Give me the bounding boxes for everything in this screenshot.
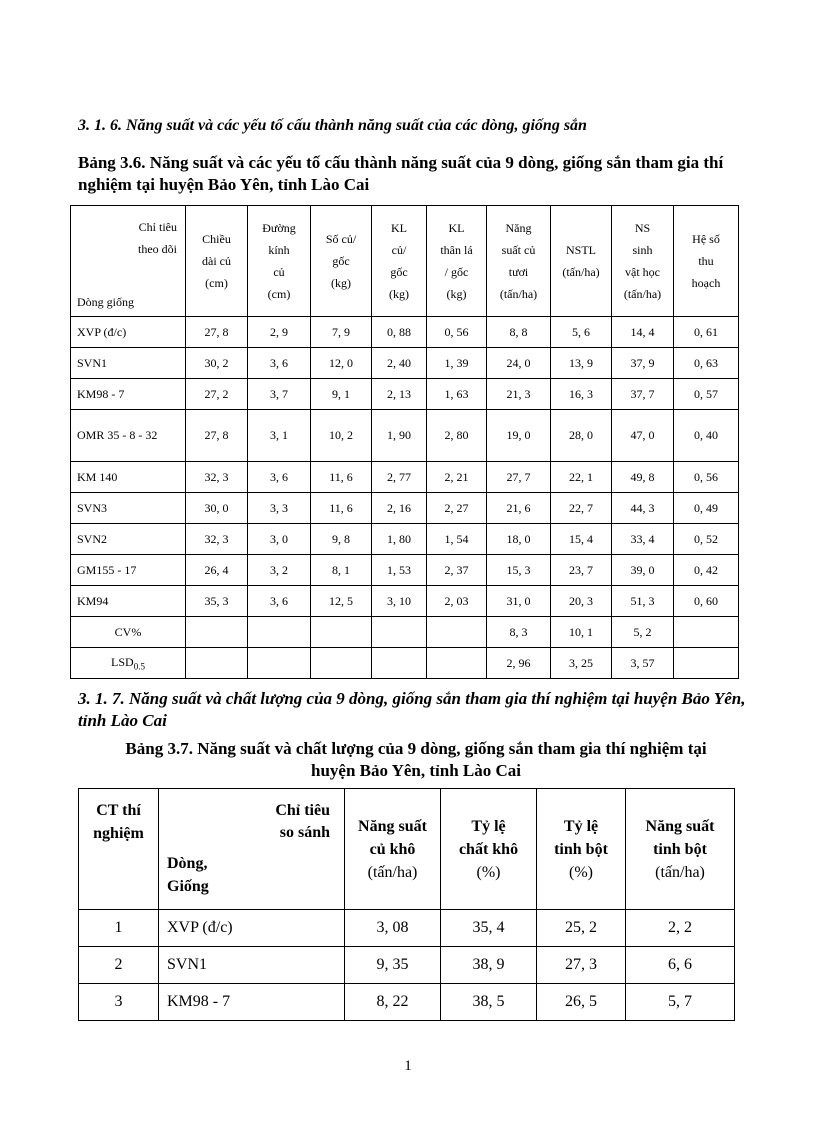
corner-variety-label: Giống [167,878,209,895]
cell-value: 27, 7 [487,462,551,493]
header-line: chất khô [458,840,519,858]
corner-criteria-label: theo dõi [138,242,177,256]
cell-value: 12, 5 [311,586,372,617]
cell-value: 0, 42 [674,555,739,586]
cell-value: 2, 16 [372,493,427,524]
cell-value: 2, 13 [372,379,427,410]
cell-value: 27, 8 [186,317,248,348]
cell-value: 38, 9 [441,947,537,984]
header-line: suất củ [501,243,536,257]
cell-value: 2, 77 [372,462,427,493]
corner-criteria-label: Chỉ tiêu [275,802,330,819]
header-line: sinh [632,243,653,257]
cell-value: 28, 0 [551,410,612,462]
header-line: Chiều [202,232,231,246]
cell-value: 0, 49 [674,493,739,524]
cell-value: 11, 6 [311,462,372,493]
header-row [79,789,735,910]
cell-value: 12, 0 [311,348,372,379]
cell-value: 1, 90 [372,410,427,462]
corner-variety-label: Dòng giống [77,295,134,309]
cv-value: 10, 1 [551,617,612,648]
cell-value: 3, 7 [248,379,311,410]
column-header [487,206,551,317]
section-heading-3-1-6: 3. 1. 6. Năng suất và các yếu tố cấu thành năng suất của các dòng, giống sắn [78,117,587,134]
column-header [427,206,487,317]
cell-value: 0, 60 [674,586,739,617]
cell-value: 8, 1 [311,555,372,586]
corner-variety-label: Dòng, [167,855,208,872]
header-line: KL [448,221,465,235]
caption-line-1: Bảng 3.7. Năng suất và chất lượng của 9 dòng, giống sắn tham gia thí nghiệm tại [125,739,707,758]
cell-value: 0, 52 [674,524,739,555]
table-row [71,317,739,348]
variety-name: OMR 35 - 8 - 32 [71,410,186,462]
ct-number: 3 [79,984,159,1021]
table-row [79,947,735,984]
cell-value: 1, 63 [427,379,487,410]
cell-value: 22, 7 [551,493,612,524]
page-number: 1 [404,1058,412,1074]
variety-name: SVN3 [71,493,186,524]
cell-value: 0, 40 [674,410,739,462]
cell-value: 1, 80 [372,524,427,555]
header-line: NS [634,221,651,235]
cell-value: 3, 08 [345,910,441,947]
corner-criteria-label: Chỉ tiêu [138,220,177,234]
column-header [311,206,372,317]
cell-value: 5, 7 [626,984,735,1021]
cell-value: 3, 3 [248,493,311,524]
cell-value: 32, 3 [186,462,248,493]
cell-value: 3, 10 [372,586,427,617]
cell-value: 11, 6 [311,493,372,524]
header-line: thu [698,254,714,268]
cell-value: 3, 6 [248,586,311,617]
cell-value: 2, 37 [427,555,487,586]
header-line: củ/ [391,243,407,257]
cell-value: 14, 4 [612,317,674,348]
ct-header-line: CT thí [96,802,141,819]
column-header [186,206,248,317]
cell-value: 3, 6 [248,462,311,493]
header-line: củ [273,265,285,279]
cell-value: 2, 2 [626,910,735,947]
header-line: gốc [390,265,408,279]
header-line: Năng suất [645,817,715,835]
cell-value: 24, 0 [487,348,551,379]
header-row [71,206,739,317]
header-corner [159,789,345,910]
cell-value: 27, 2 [186,379,248,410]
cell-value: 15, 3 [487,555,551,586]
cell-value: 27, 8 [186,410,248,462]
cell-value: 23, 7 [551,555,612,586]
header-line: tinh bột [554,840,608,858]
table-3-6-caption: Bảng 3.6. Năng suất và các yếu tố cấu thành năng suất của 9 dòng, giống sắn tham gia thí nghiệm tại huyện Bảo Yên, tỉnh Lào Cai [78,153,724,194]
header-line: (kg) [389,287,409,301]
cell-value: 3, 0 [248,524,311,555]
table-3-6 [70,205,739,679]
cell-value: 9, 35 [345,947,441,984]
cell-value: 35, 3 [186,586,248,617]
cell-value: 2, 21 [427,462,487,493]
lsd-value: 3, 25 [551,648,612,679]
ct-header [79,789,159,910]
column-header [372,206,427,317]
cell-value: 20, 3 [551,586,612,617]
table-row [79,984,735,1021]
cell-value: 3, 1 [248,410,311,462]
cell-value: 1, 39 [427,348,487,379]
header-line: / gốc [444,265,469,279]
table-row [79,910,735,947]
cell-value: 0, 56 [674,462,739,493]
variety-name: XVP (đ/c) [159,910,345,947]
cell-value: 37, 9 [612,348,674,379]
cell-value: 10, 2 [311,410,372,462]
table-3-7-caption [78,738,754,782]
header-line: dài củ [202,254,231,268]
variety-name: KM94 [71,586,186,617]
cell-value: 6, 6 [626,947,735,984]
table-row [71,379,739,410]
section-heading-3-1-7: 3. 1. 7. Năng suất và chất lượng của 9 dòng, giống sắn tham gia thí nghiệm tại huyện Bảo Yên, tỉnh Lào Cai [78,689,746,730]
header-line: Tỷ lệ [471,817,506,835]
header-line: kính [268,243,290,257]
table-row [71,555,739,586]
cell-value: 47, 0 [612,410,674,462]
variety-name: SVN1 [159,947,345,984]
header-line: NSTL [566,243,596,257]
header-line: Năng suất [358,817,427,835]
cell-value: 22, 1 [551,462,612,493]
variety-name: GM155 - 17 [71,555,186,586]
cell-value: 27, 3 [537,947,626,984]
header-line: (kg) [446,287,467,301]
header-line: (tấn/ha) [623,287,662,301]
header-line: gốc [332,254,350,268]
table-row [71,410,739,462]
variety-name: XVP (đ/c) [71,317,186,348]
ct-header-line: nghiệm [93,825,144,842]
cell-value: 0, 63 [674,348,739,379]
header-line: (tấn/ha) [655,863,705,881]
variety-name: KM 140 [71,462,186,493]
variety-name: KM98 - 7 [71,379,186,410]
header-line: Tỷ lệ [563,817,599,835]
cell-value: 0, 56 [427,317,487,348]
header-line: Đường [262,221,296,235]
lsd-value: 2, 96 [487,648,551,679]
cell-value: 3, 6 [248,348,311,379]
header-line: (cm) [205,276,228,290]
cell-value: 26, 5 [537,984,626,1021]
table-row [71,462,739,493]
cell-value: 25, 2 [537,910,626,947]
cell-value: 7, 9 [311,317,372,348]
cell-value: 3, 2 [248,555,311,586]
cell-value: 2, 27 [427,493,487,524]
cell-value: 8, 8 [487,317,551,348]
cell-value: 32, 3 [186,524,248,555]
header-line: tươi [508,265,529,279]
cell-value: 5, 6 [551,317,612,348]
cell-value: 21, 3 [487,379,551,410]
header-line: củ khô [369,840,416,858]
lsd-label: $LSD_{0.5}$ [71,648,186,679]
column-header [248,206,311,317]
cell-value: 2, 80 [427,410,487,462]
header-line: (%) [476,863,501,881]
column-header [612,206,674,317]
cell-value: 2, 9 [248,317,311,348]
cell-value: 31, 0 [487,586,551,617]
cell-value: 1, 53 [372,555,427,586]
cell-value: 15, 4 [551,524,612,555]
table-3-7 [78,788,735,1021]
cell-value: 13, 9 [551,348,612,379]
cell-value: 30, 2 [186,348,248,379]
column-header [345,789,441,910]
variety-name: SVN2 [71,524,186,555]
table-row [71,493,739,524]
header-corner [71,206,186,317]
table-row [71,586,739,617]
header-line: vật học [625,265,660,279]
cell-value: 38, 5 [441,984,537,1021]
cell-value: 0, 57 [674,379,739,410]
header-line: Năng [505,221,532,235]
caption-line-2: huyện Bảo Yên, tỉnh Lào Cai [310,761,522,780]
cell-value: 21, 6 [487,493,551,524]
header-line: (cm) [267,287,291,301]
table-row [71,524,739,555]
cell-value: 26, 4 [186,555,248,586]
corner-criteria-label: so sánh [279,824,330,841]
header-line: Số củ/ [325,232,357,246]
cell-value: 51, 3 [612,586,674,617]
cell-value: 33, 4 [612,524,674,555]
column-header [674,206,739,317]
column-header [537,789,626,910]
cv-value: 8, 3 [487,617,551,648]
cell-value: 8, 22 [345,984,441,1021]
cell-value: 2, 03 [427,586,487,617]
column-header [441,789,537,910]
header-line: (kg) [331,276,351,290]
cell-value: 30, 0 [186,493,248,524]
lsd-row [71,648,739,679]
header-line: hoạch [691,276,721,290]
ct-number: 1 [79,910,159,947]
table-row [71,348,739,379]
cell-value: 19, 0 [487,410,551,462]
header-line: thân lá [440,243,473,257]
cell-value: 35, 4 [441,910,537,947]
column-header [551,206,612,317]
cv-label: CV% [71,617,186,648]
header-line: KL [391,221,407,235]
cell-value: 9, 1 [311,379,372,410]
cell-value: 2, 40 [372,348,427,379]
cell-value: 44, 3 [612,493,674,524]
cell-value: 1, 54 [427,524,487,555]
cell-value: 49, 8 [612,462,674,493]
cv-value: 5, 2 [612,617,674,648]
ct-number: 2 [79,947,159,984]
lsd-value: 3, 57 [612,648,674,679]
cell-value: 0, 88 [372,317,427,348]
cv-row [71,617,739,648]
cell-value: 18, 0 [487,524,551,555]
column-header [626,789,735,910]
header-line: (tấn/ha) [367,863,418,881]
header-line: tinh bột [653,840,707,858]
header-line: Hệ số [692,232,720,246]
cell-value: 39, 0 [612,555,674,586]
cell-value: 9, 8 [311,524,372,555]
cell-value: 0, 61 [674,317,739,348]
header-line: (%) [569,863,593,881]
header-line: (tấn/ha) [499,287,538,301]
cell-value: 37, 7 [612,379,674,410]
variety-name: KM98 - 7 [159,984,345,1021]
cell-value: 16, 3 [551,379,612,410]
header-line: (tấn/ha) [562,265,600,279]
variety-name: SVN1 [71,348,186,379]
